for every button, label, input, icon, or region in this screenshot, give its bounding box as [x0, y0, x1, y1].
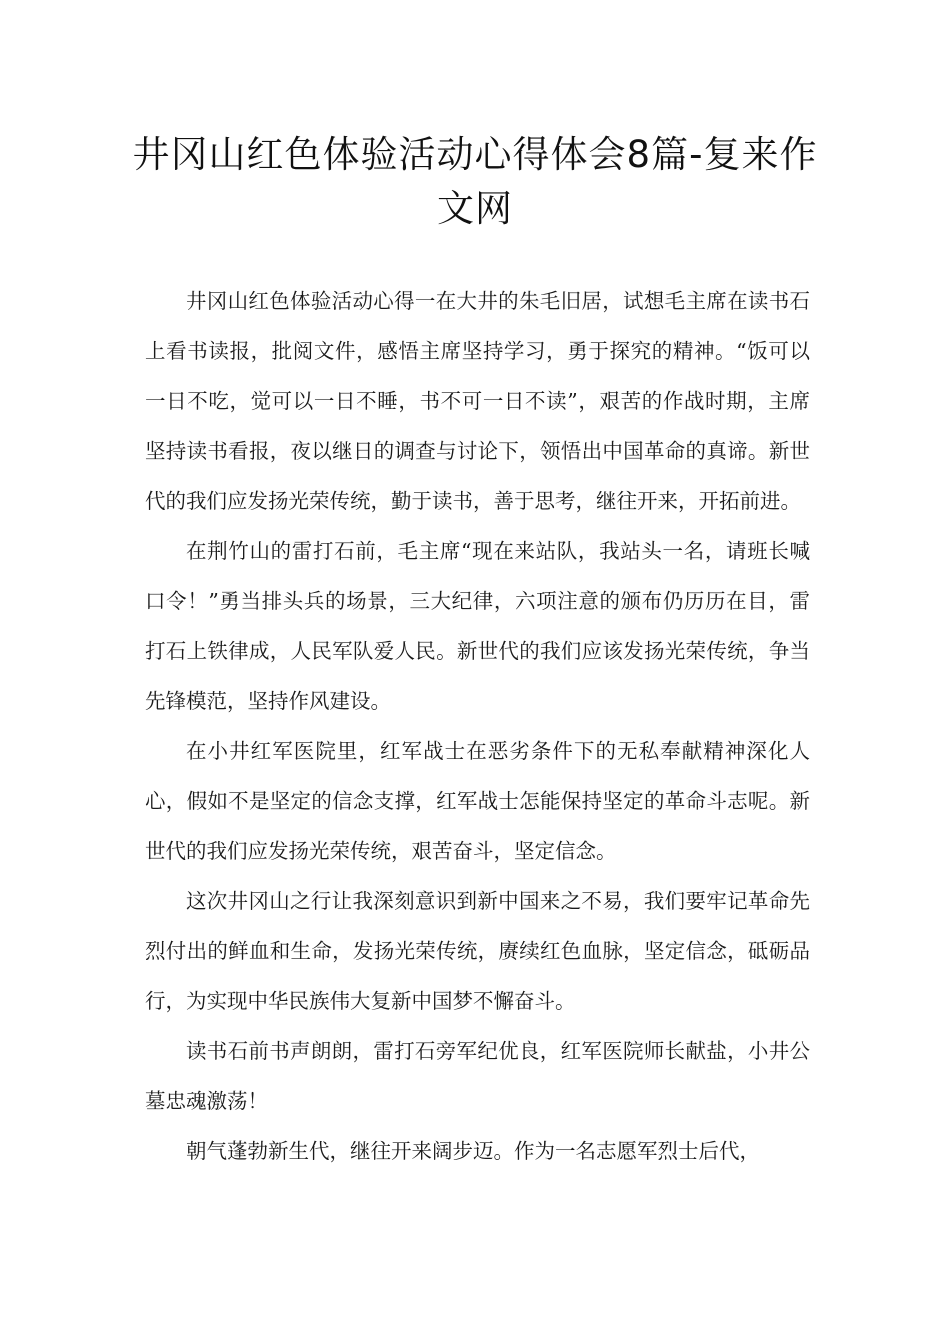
paragraph: 井冈山红色体验活动心得一在大井的朱毛旧居，试想毛主席在读书石上看书读报，批阅文件，感悟主席坚持学习，勇于探究的精神。“饭可以一日不吃，觉可以一日不睡，书不可一日不读”，艰苦的作战时期，主席坚持读书看报，夜以继日的调查与讨论下，领悟出中国革命的真谛。新世代的我们应发扬光荣传统，勤于读书，善于思考，继往开来，开拓前进。	[145, 289, 810, 513]
document-body	[145, 276, 810, 1176]
paragraph: 朝气蓬勃新生代，继往开来阔步迈。作为一名志愿军烈士后代，	[186, 1139, 760, 1163]
document-title: 井冈山红色体验活动心得体会8篇-复来作文网	[132, 133, 818, 230]
paragraph: 读书石前书声朗朗，雷打石旁军纪优良，红军医院师长献盐，小井公墓忠魂激荡！	[145, 1039, 810, 1113]
paragraph: 在荆竹山的雷打石前，毛主席“现在来站队，我站头一名，请班长喊口令！”勇当排头兵的场景，三大纪律，六项注意的颁布仍历历在目，雷打石上铁律成，人民军队爱人民。新世代的我们应该发扬光荣传统，争当先锋模范，坚持作风建设。	[145, 539, 810, 713]
paragraph: 在小井红军医院里，红军战士在恶劣条件下的无私奉献精神深化人心，假如不是坚定的信念支撑，红军战士怎能保持坚定的革命斗志呢。新世代的我们应发扬光荣传统，艰苦奋斗，坚定信念。	[145, 739, 810, 863]
paragraph: 这次井冈山之行让我深刻意识到新中国来之不易，我们要牢记革命先烈付出的鲜血和生命，发扬光荣传统，赓续红色血脉，坚定信念，砥砺品行，为实现中华民族伟大复新中国梦不懈奋斗。	[145, 889, 810, 1013]
